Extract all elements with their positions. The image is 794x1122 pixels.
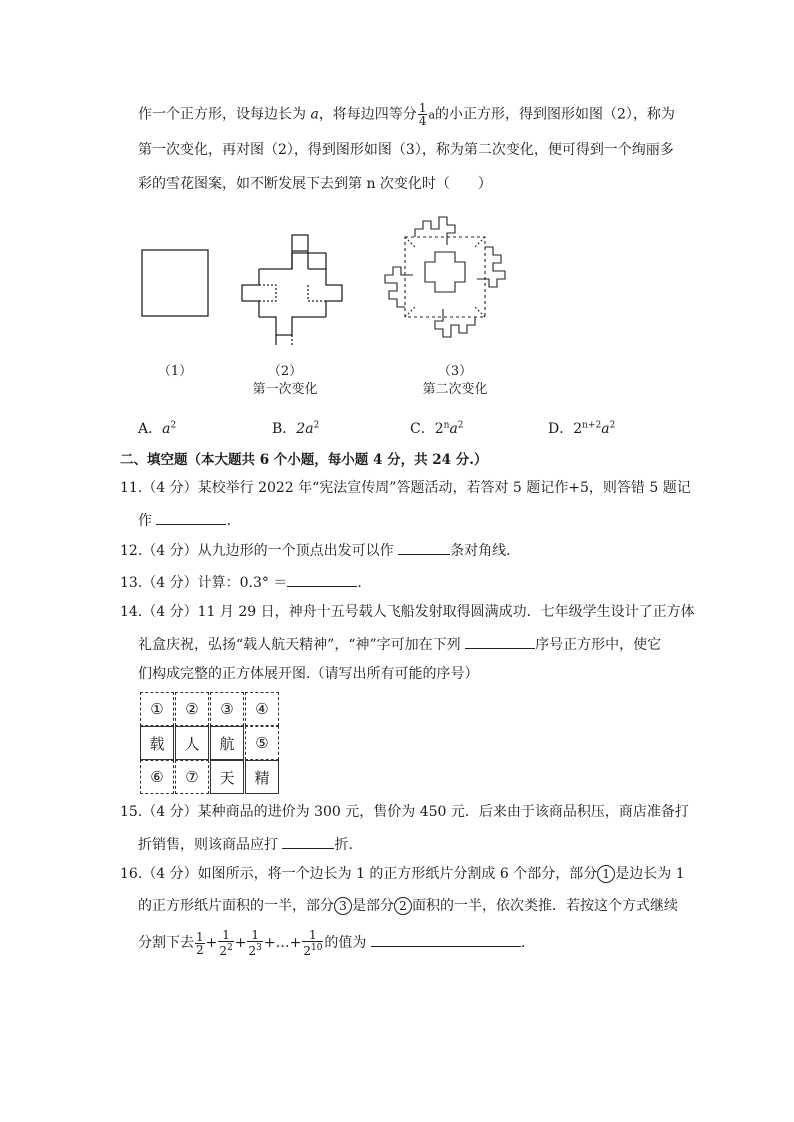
- grid-cell-tian: 天: [210, 760, 244, 794]
- q15-text: 折.: [334, 837, 353, 853]
- option-exp: 2: [170, 420, 177, 431]
- q16-text: 16.（4 分）如图所示，将一个边长为 1 的正方形纸片分割成 6 个部分，部分: [120, 866, 598, 882]
- fraction-1-2: [195, 931, 205, 956]
- q16-text: .: [520, 935, 526, 951]
- intro-text: 的小正方形，得到图形如图（2），称为: [435, 106, 675, 123]
- q14-text: 礼盒庆祝，弘扬“载人航天精神”，“神”字可加在下列: [138, 637, 466, 653]
- option-value: 2a: [296, 421, 314, 437]
- option-label: A．: [138, 421, 163, 437]
- fraction-1-2pow10: [302, 929, 323, 957]
- q16-line-2: [138, 896, 678, 916]
- option-d[interactable]: [548, 418, 615, 438]
- circled-number-2: 2: [394, 897, 412, 915]
- option-label: B．: [272, 421, 297, 437]
- q16-text: 是部分: [352, 898, 394, 914]
- option-value: 2: [573, 421, 583, 437]
- caption-2: （2）: [267, 364, 303, 379]
- q14-line-1: 14.（4 分）11 月 29 日，神舟十五号载人飞船发射取得圆满成功．七年级学生设计了正方体: [120, 604, 695, 620]
- option-exp: n+2: [582, 420, 602, 431]
- option-exp: 2: [313, 420, 320, 431]
- option-value: 2: [434, 421, 444, 437]
- grid-cell-hang: 航: [210, 726, 244, 760]
- grid-cell-5[interactable]: ⑤: [245, 726, 279, 760]
- caption-1: （1）: [157, 364, 193, 379]
- circled-number-3: 3: [334, 897, 352, 915]
- frac-den: [218, 942, 233, 957]
- frac-exp: 2: [227, 943, 233, 953]
- frac-den: [302, 942, 323, 957]
- option-label: C．: [410, 421, 435, 437]
- frac-num: 1: [196, 929, 204, 944]
- frac-den: 2: [196, 942, 204, 957]
- frac-var: a: [428, 108, 436, 122]
- option-exp: 2: [457, 420, 464, 431]
- q14-line-3: 们构成完整的正方体展开图.（请写出所有可能的序号）: [138, 666, 479, 682]
- fraction-1-2sq: [218, 929, 233, 957]
- q16-line-3: 分割下去 $\frac{1}{2}$ + $\frac{1}{2^2}$ + $\frac{1}{2^3}$ +…+ $\frac{1}{2^{10}}$ 的值为 .: [138, 928, 526, 958]
- option-value: a: [601, 421, 610, 437]
- q15-line-2: [138, 834, 353, 855]
- q15-text: 折销售，则该商品应打: [138, 837, 283, 853]
- q16-text: 的正方形纸片面积的一半，部分: [138, 898, 334, 914]
- intro-line-3: 彩的雪花图案，如不断发展下去到第 n 次变化时（ ）: [138, 176, 492, 192]
- q15-answer-blank[interactable]: [282, 834, 334, 849]
- snowflake-figures: [130, 205, 530, 345]
- grid-cell-4[interactable]: ④: [245, 692, 279, 726]
- frac-num: 1: [218, 929, 233, 942]
- option-b[interactable]: [272, 418, 319, 438]
- grid-cell-6[interactable]: ⑥: [140, 760, 174, 794]
- grid-cell-zai: 载: [140, 726, 174, 760]
- caption-2-sub: 第一次变化: [252, 382, 318, 397]
- frac-num: 1: [247, 929, 262, 942]
- figure-3-second-change: [385, 217, 505, 337]
- option-c[interactable]: [410, 418, 464, 438]
- caption-3: （3）: [437, 364, 473, 379]
- figure-1-square: [142, 250, 208, 316]
- option-value: a: [162, 421, 171, 437]
- q11-text: .: [226, 513, 231, 529]
- var-a: a: [310, 106, 319, 123]
- q11-answer-blank[interactable]: [156, 510, 226, 525]
- frac-base: 2: [248, 944, 257, 958]
- fraction-1-2cube: [247, 929, 262, 957]
- q16-text: 是边长为 1: [615, 866, 685, 882]
- q16-text: 面积的一半，依次类推．若按这个方式继续: [412, 898, 678, 914]
- frac-base: 2: [303, 944, 311, 958]
- frac-num: 1: [418, 101, 427, 115]
- option-value: a: [449, 421, 458, 437]
- option-exp: 2: [609, 420, 616, 431]
- intro-text: ，将每边四等分: [318, 106, 417, 123]
- frac-den: [247, 942, 262, 957]
- q12-answer-blank[interactable]: [398, 540, 450, 555]
- q14-text: 序号正方形中，使它: [535, 637, 662, 653]
- q16-text: 的值为: [324, 935, 371, 951]
- intro-text: 作一个正方形，设每边长为: [138, 106, 311, 123]
- cube-net-grid: [140, 692, 280, 794]
- q11-text: 作: [138, 513, 157, 529]
- q13-text: 13.（4 分）计算：0.3° ＝: [120, 575, 288, 591]
- grid-cell-ren: 人: [175, 726, 209, 760]
- frac-den: 4: [418, 114, 427, 128]
- frac-exp: 3: [256, 943, 262, 953]
- circled-number-1: 1: [597, 865, 615, 883]
- frac-base: 2: [219, 944, 228, 958]
- frac-exp: 10: [310, 943, 323, 953]
- intro-line-2: 第一次变化，再对图（2），得到图形如图（3），称为第二次变化，便可得到一个绚丽多: [138, 142, 674, 158]
- grid-cell-1[interactable]: ①: [140, 692, 174, 726]
- q16-text: 分割下去: [138, 935, 194, 951]
- q14-answer-blank[interactable]: [465, 634, 535, 649]
- q15-line-1: 15.（4 分）某种商品的进价为 300 元，售价为 450 元．后来由于该商品积压，商店准备打: [120, 804, 689, 820]
- q13-line: [120, 572, 362, 593]
- grid-cell-jing: 精: [245, 760, 279, 794]
- fraction-quarter: [418, 102, 428, 127]
- frac-num: 1: [302, 929, 323, 942]
- q13-text: .: [357, 575, 362, 591]
- figure-2-first-change: [242, 235, 342, 345]
- grid-cell-7[interactable]: ⑦: [175, 760, 209, 794]
- intro-line-1: [138, 102, 675, 127]
- option-exp: n: [443, 420, 450, 431]
- q16-line-1: [120, 864, 685, 884]
- q12-line: [120, 540, 511, 561]
- q13-answer-blank[interactable]: [287, 572, 357, 587]
- option-a[interactable]: [138, 418, 176, 438]
- q11-line-2: [138, 510, 231, 531]
- grid-cell-3[interactable]: ③: [210, 692, 244, 726]
- section-2-heading: 二、填空题（本大题共 6 个小题，每小题 4 分，共 24 分.）: [120, 452, 488, 468]
- caption-3-sub: 第二次变化: [422, 382, 488, 397]
- grid-cell-2[interactable]: ②: [175, 692, 209, 726]
- q14-line-2: [138, 634, 661, 655]
- option-label: D．: [548, 421, 574, 437]
- q11-line-1: 11.（4 分）某校举行 2022 年“宪法宣传周”答题活动，若答对 5 题记作+5，则答错 5 题记: [120, 480, 691, 496]
- q12-text: 条对角线.: [450, 543, 511, 559]
- q12-text: 12.（4 分）从九边形的一个顶点出发可以作: [120, 543, 399, 559]
- q16-answer-blank[interactable]: [371, 932, 521, 947]
- q16-dots: +…+: [263, 935, 302, 951]
